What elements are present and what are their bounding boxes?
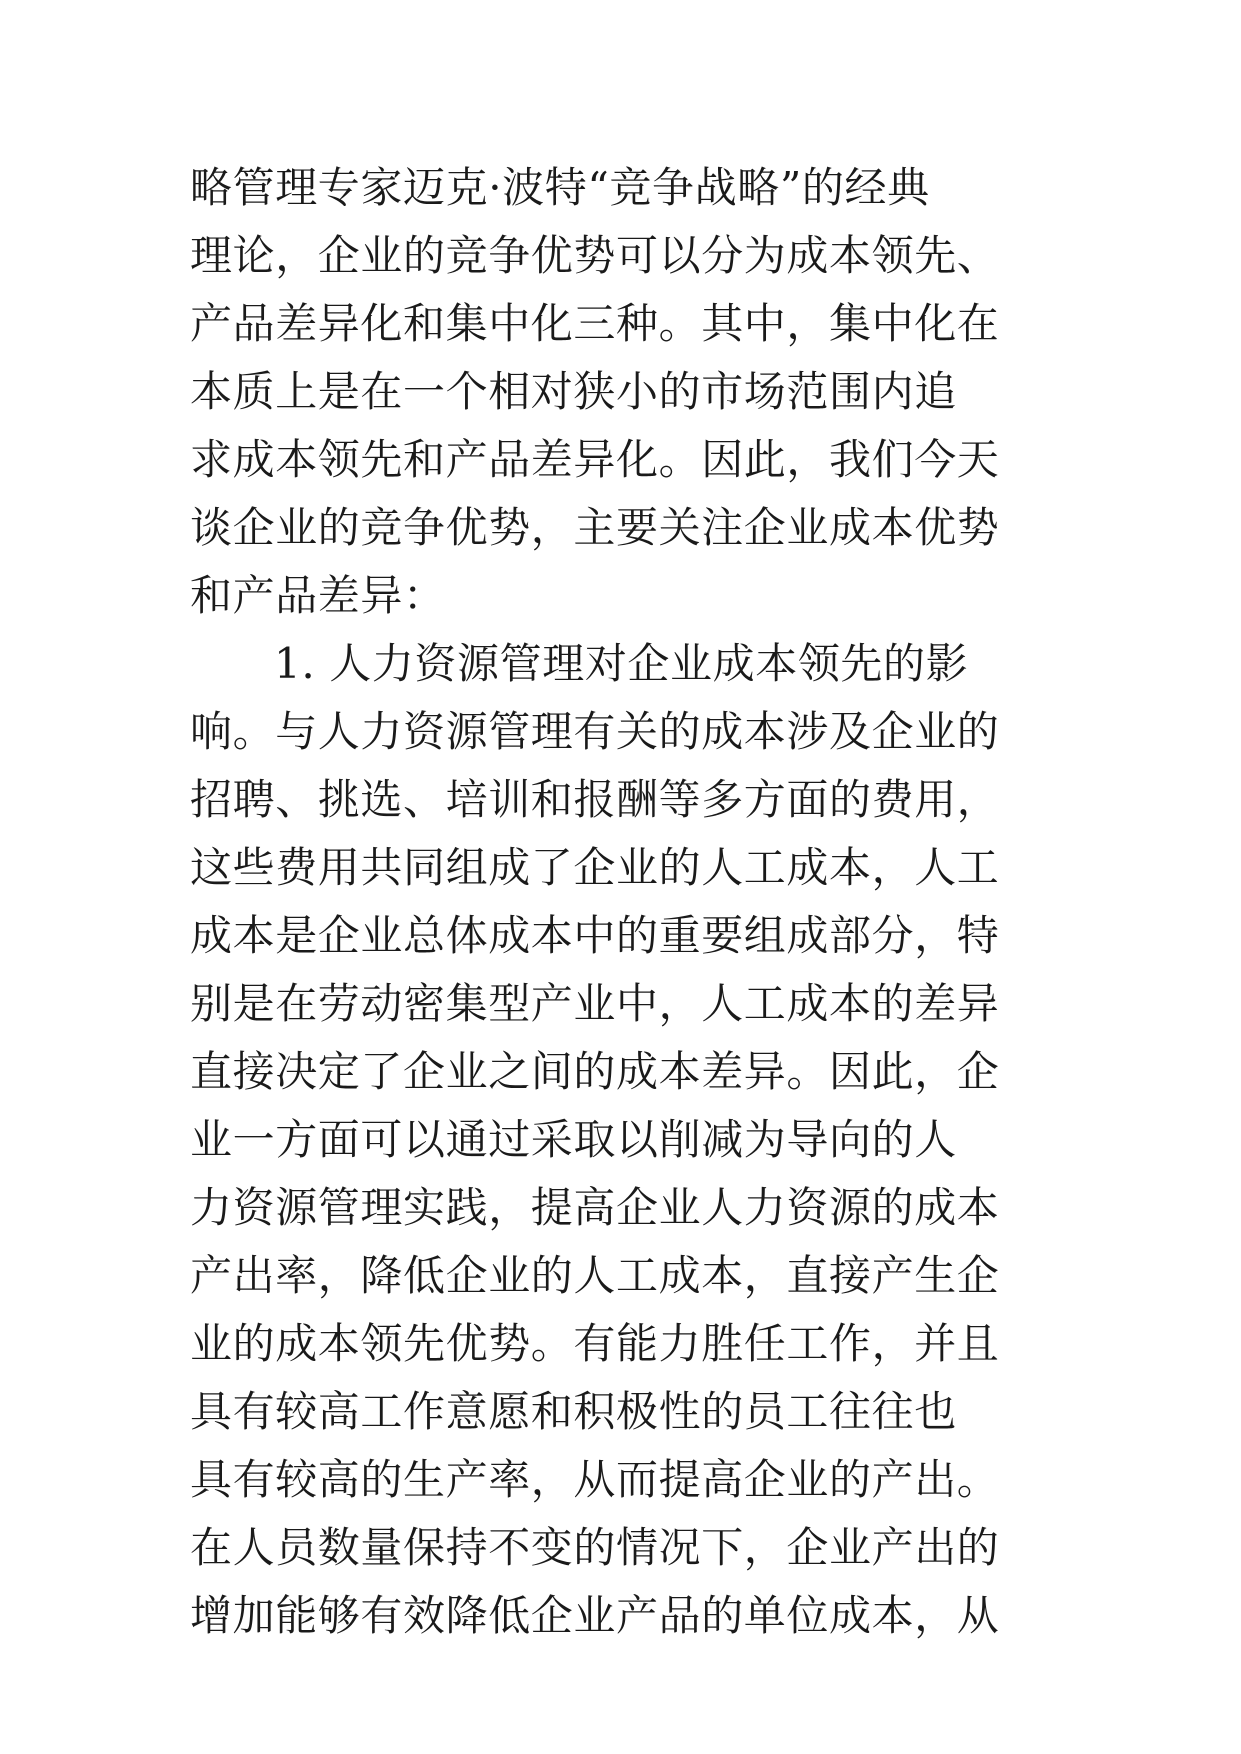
text-line: 具有较高工作意愿和积极性的员工往往也 bbox=[190, 1387, 957, 1436]
body-text bbox=[190, 154, 1090, 1650]
text-line: 略管理专家迈克·波特“竞争战略”的经典 bbox=[190, 163, 930, 212]
text-line: 在人员数量保持不变的情况下，企业产出的 bbox=[190, 1523, 1000, 1572]
text-line: 理论，企业的竞争优势可以分为成本领先、 bbox=[190, 231, 1000, 280]
text-line: 具有较高的生产率，从而提高企业的产出。 bbox=[190, 1455, 1000, 1504]
text-line: 产品差异化和集中化三种。其中，集中化在 bbox=[190, 299, 1000, 348]
text-line: 谈企业的竞争优势，主要关注企业成本优势 bbox=[190, 503, 1000, 552]
text-line: 产出率，降低企业的人工成本，直接产生企 bbox=[190, 1251, 1000, 1300]
text-line: 招聘、挑选、培训和报酬等多方面的费用， bbox=[190, 775, 1000, 824]
text-line: 和产品差异： bbox=[190, 571, 446, 620]
text-line: 本质上是在一个相对狭小的市场范围内追 bbox=[190, 367, 957, 416]
text-line: 求成本领先和产品差异化。因此，我们今天 bbox=[190, 435, 1000, 484]
text-line: 力资源管理实践，提高企业人力资源的成本 bbox=[190, 1183, 1000, 1232]
text-line: 这些费用共同组成了企业的人工成本，人工 bbox=[190, 843, 1000, 892]
text-line: 业一方面可以通过采取以削减为导向的人 bbox=[190, 1115, 957, 1164]
text-line: 直接决定了企业之间的成本差异。因此，企 bbox=[190, 1047, 1000, 1096]
paragraph-heading-line: 1. 人力资源管理对企业成本领先的影 bbox=[274, 639, 969, 688]
text-line: 别是在劳动密集型产业中，人工成本的差异 bbox=[190, 979, 1000, 1028]
text-line: 增加能够有效降低企业产品的单位成本，从 bbox=[190, 1591, 1000, 1640]
text-line: 响。与人力资源管理有关的成本涉及企业的 bbox=[190, 707, 1000, 756]
text-line: 业的成本领先优势。有能力胜任工作，并且 bbox=[190, 1319, 1000, 1368]
text-line: 成本是企业总体成本中的重要组成部分，特 bbox=[190, 911, 1000, 960]
